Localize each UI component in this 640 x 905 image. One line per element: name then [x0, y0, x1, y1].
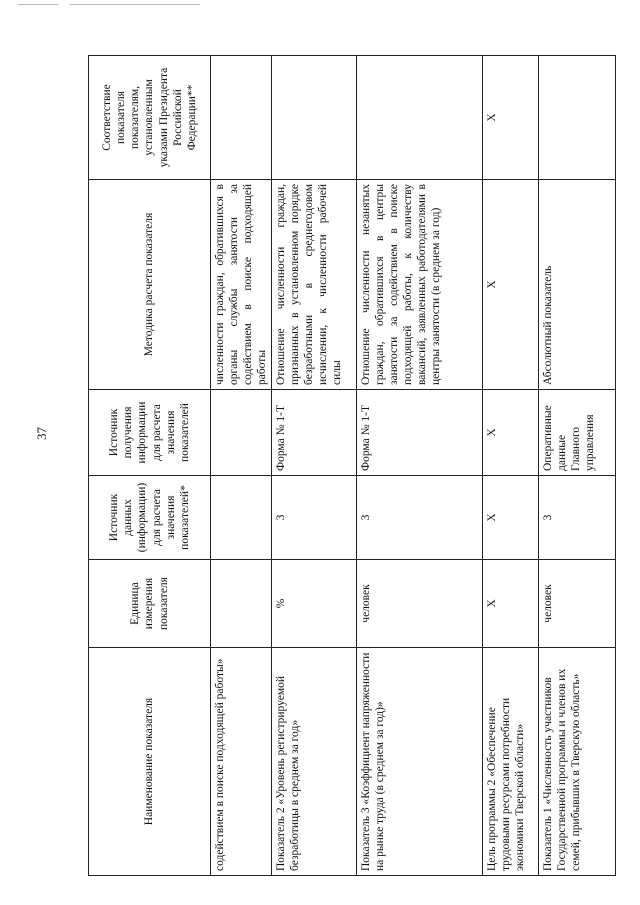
cell-decree	[272, 56, 357, 180]
cell-source: 3	[272, 476, 357, 560]
cell-decree: Х	[483, 56, 539, 180]
cell-unit: человек	[539, 560, 616, 648]
cell-name: содействием в поиске подходящей работы»	[211, 648, 272, 876]
cell-decree	[211, 56, 272, 180]
cell-decree	[357, 56, 483, 180]
indicators-table	[88, 55, 616, 876]
cell-info: Форма № 1-Т	[272, 390, 357, 476]
header-method: Методика расчета показателя	[89, 180, 211, 390]
table-row	[272, 56, 357, 876]
scan-mark	[18, 4, 58, 5]
cell-name: Показатель 2 «Уровень регистрируемой безработицы в среднем за год»	[272, 648, 357, 876]
scan-mark	[70, 4, 200, 5]
cell-info: Оперативные данные Главного управления	[539, 390, 616, 476]
cell-info	[211, 390, 272, 476]
cell-source: 3	[539, 476, 616, 560]
cell-source	[211, 476, 272, 560]
cell-unit: %	[272, 560, 357, 648]
cell-method: численности граждан, обратившихся в органы службы занятости за содействием в поиске подходящей работы	[211, 180, 272, 390]
cell-name: Цель программы 2 «Обеспечение трудовыми ресурсами потребности экономики Тверской области»	[483, 648, 539, 876]
header-decree: Соответствие показателя показателям, установленным указами Президента Российской Федерации**	[89, 56, 211, 180]
cell-method: Абсолютный показатель	[539, 180, 616, 390]
cell-method: Отношение численности граждан, признанных в установленном порядке безработными в среднегодовом исчислении, к численности рабочей силы	[272, 180, 357, 390]
cell-name: Показатель 3 «Коэффициент напряженности на рынке труда (в среднем за год)»	[357, 648, 483, 876]
cell-info: Х	[483, 390, 539, 476]
table-row	[357, 56, 483, 876]
cell-decree	[539, 56, 616, 180]
cell-unit	[211, 560, 272, 648]
table-row	[211, 56, 272, 876]
page-number: 37	[34, 427, 49, 440]
header-name: Наименование показателя	[89, 648, 211, 876]
cell-info: Форма № 1-Т	[357, 390, 483, 476]
table-row	[539, 56, 616, 876]
cell-name: Показатель 1 «Численность участников Государственной программы и членов их семей, прибывших в Тверскую область»	[539, 648, 616, 876]
table-row	[483, 56, 539, 876]
header-unit: Единица измерения показателя	[89, 560, 211, 648]
cell-method: Отношение численности незанятых граждан, обратившихся в центры занятости за содействием в поиске подходящей работы, к количеству вакансий, заявленных работодателями в центры занятости (в среднем за год)	[357, 180, 483, 390]
header-info: Источник получения информации для расчета значения показателей	[89, 390, 211, 476]
header-source: Источник данных (информации) для расчета значения показателей*	[89, 476, 211, 560]
cell-source: Х	[483, 476, 539, 560]
cell-method: Х	[483, 180, 539, 390]
header-row	[89, 56, 211, 876]
cell-unit: человек	[357, 560, 483, 648]
cell-source: 3	[357, 476, 483, 560]
cell-unit: Х	[483, 560, 539, 648]
rotated-table-container	[88, 56, 612, 876]
